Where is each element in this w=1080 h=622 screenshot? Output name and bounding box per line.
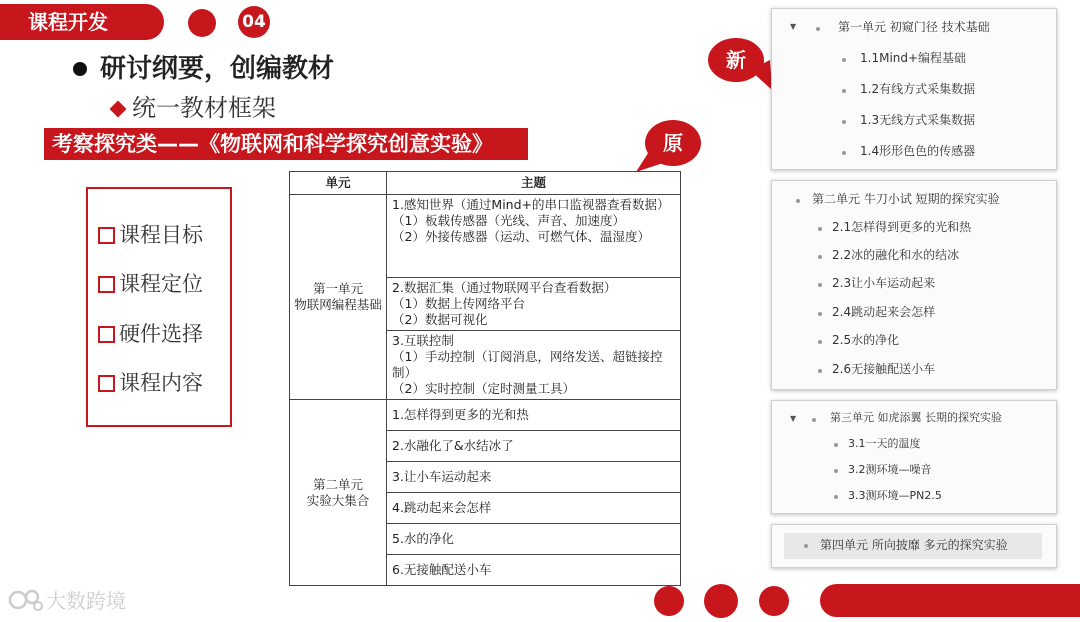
list-item: 1.3无线方式采集数据 xyxy=(860,113,976,127)
list-item: 1.2有线方式采集数据 xyxy=(860,82,976,96)
curriculum-table xyxy=(289,171,681,586)
checkbox-icon xyxy=(98,375,115,392)
unit-cell: 第二单元 实验大集合 xyxy=(290,400,387,586)
list-bullet-icon xyxy=(834,443,838,447)
caret-down-icon: ▼ xyxy=(790,414,797,423)
unit-outline-panel xyxy=(771,524,1057,568)
section-number: 04 xyxy=(238,6,270,38)
unit-cell: 第一单元 物联网编程基础 xyxy=(290,195,387,400)
topic-cell: 3.让小车运动起来 xyxy=(387,462,681,493)
checkbox-icon xyxy=(98,326,115,343)
list-item: 2.6无接触配送小车 xyxy=(832,362,936,376)
panel-title: 第一单元 初窥门径 技术基础 xyxy=(838,20,990,34)
table-header-row xyxy=(290,172,681,195)
unit-outline-panel xyxy=(771,400,1057,514)
checkbox-icon xyxy=(98,276,115,293)
topic-cell: 6.无接触配送小车 xyxy=(387,555,681,586)
section-title: 课程开发 xyxy=(28,10,108,34)
list-bullet-icon xyxy=(818,340,822,344)
list-item: 3.2测环境—噪音 xyxy=(848,463,932,476)
list-bullet-icon xyxy=(834,469,838,473)
list-item: 3.1一天的温度 xyxy=(848,437,921,450)
list-item: 1.4形形色色的传感器 xyxy=(860,144,976,158)
main-heading: 研讨纲要，创编教材 xyxy=(100,54,335,84)
list-bullet-icon xyxy=(812,418,816,422)
list-bullet-icon xyxy=(818,369,822,373)
list-bullet-icon xyxy=(842,89,846,93)
topic-cell: 5.水的净化 xyxy=(387,524,681,555)
list-item: 2.4跳动起来会怎样 xyxy=(832,305,936,319)
list-bullet-icon xyxy=(796,199,800,203)
list-item: 2.5水的净化 xyxy=(832,333,900,347)
list-item: 1.1Mind+编程基础 xyxy=(860,51,967,65)
category-title: 考察探究类——《物联网和科学探究创意实验》 xyxy=(52,132,493,156)
checklist-item: 硬件选择 xyxy=(98,320,203,348)
column-header-topic: 主题 xyxy=(387,172,681,195)
topic-cell: 1.感知世界（通过Mind+的串口监视器查看数据） （1）板载传感器（光线、声音、加速度） （2）外接传感器（运动、可燃气体、温湿度） xyxy=(387,195,681,278)
list-bullet-icon xyxy=(818,312,822,316)
panel-title: 第三单元 如虎添翼 长期的探究实验 xyxy=(830,411,1002,424)
list-bullet-icon xyxy=(842,120,846,124)
bullet-icon xyxy=(73,62,87,76)
list-item: 2.1怎样得到更多的光和热 xyxy=(832,220,972,234)
unit-outline-panel xyxy=(771,8,1057,170)
panel-title: 第四单元 所向披靡 多元的探究实验 xyxy=(820,538,1008,552)
new-badge: 新 xyxy=(708,38,764,82)
footer-dot xyxy=(759,586,789,616)
list-bullet-icon xyxy=(818,255,822,259)
sub-heading: 统一教材框架 xyxy=(132,94,276,122)
diamond-bullet-icon xyxy=(110,101,127,118)
list-bullet-icon xyxy=(818,283,822,287)
list-item: 3.3测环境—PN2.5 xyxy=(848,489,942,502)
list-item: 2.2冰的融化和水的结冰 xyxy=(832,248,960,262)
header-dot xyxy=(188,9,216,37)
footer-dot xyxy=(704,584,738,618)
original-badge: 原 xyxy=(645,120,701,166)
topic-cell: 2.数据汇集（通过物联网平台查看数据） （1）数据上传网络平台 （2）数据可视化 xyxy=(387,278,681,331)
panel-title: 第二单元 牛刀小试 短期的探究实验 xyxy=(812,192,1000,206)
caret-down-icon: ▼ xyxy=(790,22,797,31)
list-bullet-icon xyxy=(834,495,838,499)
checklist-item: 课程定位 xyxy=(98,270,203,298)
topic-cell: 3.互联控制 （1）手动控制（订阅消息，网络发送、超链接控制） （2）实时控制（定时测量工具） xyxy=(387,331,681,400)
column-header-unit: 单元 xyxy=(290,172,387,195)
checklist-item: 课程目标 xyxy=(98,221,203,249)
footer-dot xyxy=(654,586,684,616)
topic-cell: 4.跳动起来会怎样 xyxy=(387,493,681,524)
list-item: 2.3让小车运动起来 xyxy=(832,276,936,290)
footer-bar xyxy=(820,584,1080,617)
checklist-item: 课程内容 xyxy=(98,369,203,397)
topic-cell: 2.水融化了&水结冰了 xyxy=(387,431,681,462)
table-row xyxy=(290,195,681,278)
topic-cell: 1.怎样得到更多的光和热 xyxy=(387,400,681,431)
list-bullet-icon xyxy=(818,227,822,231)
unit-outline-panel xyxy=(771,180,1057,390)
list-bullet-icon xyxy=(804,544,808,548)
logo-text: 大数跨境 xyxy=(46,589,126,613)
list-bullet-icon xyxy=(816,27,820,31)
checkbox-icon xyxy=(98,227,115,244)
table-row xyxy=(290,400,681,431)
list-bullet-icon xyxy=(842,58,846,62)
list-bullet-icon xyxy=(842,151,846,155)
logo-icon xyxy=(8,588,44,614)
